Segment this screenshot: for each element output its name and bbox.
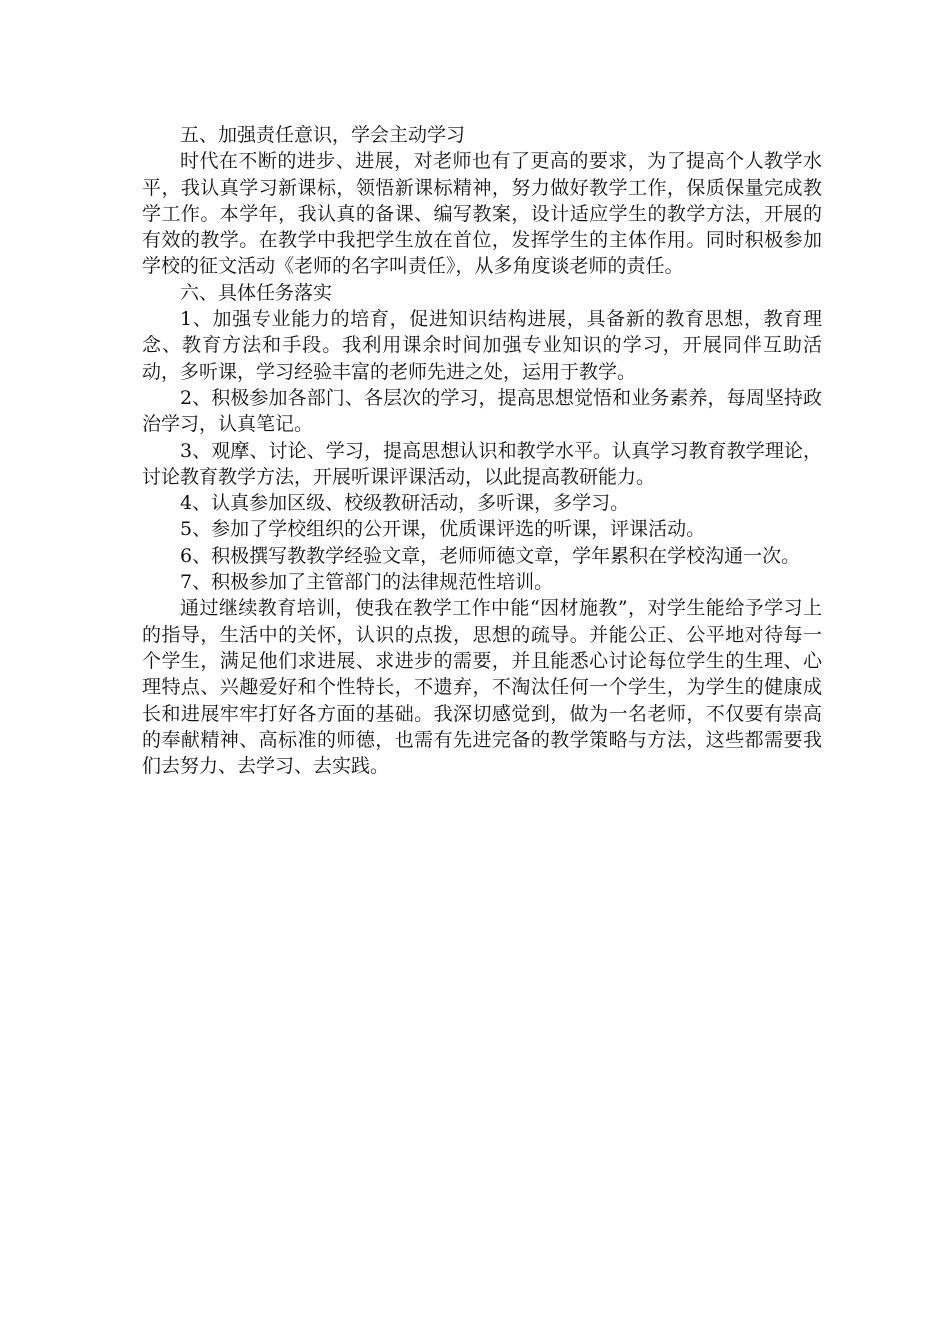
section-heading-5: 五、加强责任意识，学会主动学习: [180, 124, 466, 146]
list-item-3: 3、观摩、讨论、学习，提高思想认识和教学水平。认真学习教育教学理论，讨论教育教学方法，开展听课评课活动，以此提高教研能力。: [142, 439, 822, 488]
paragraph-conclusion: 通过继续教育培训，使我在教学工作中能“因材施教”，对学生能给予学习上的指导，生活中的关怀，认识的点拨，思想的疏导。并能公正、公平地对待每一个学生，满足他们求进展、求进步的需要，并且能悉心讨论每位学生的生理、心理特点、兴趣爱好和个性特长，不遗弃，不淘汰任何一个学生，为学生的健康成长和进展牢牢打好各方面的基础。我深切感觉到，做为一名老师，不仅要有崇高的奉献精神、高标准的师德，也需有先进完备的教学策略与方法，这些都需要我们去努力、去学习、去实践。: [142, 597, 822, 778]
list-item-1: 1、加强专业能力的培育，促进知识结构进展，具备新的教育思想，教育理念、教育方法和手段。我利用课余时间加强专业知识的学习，开展同伴互助活动，多听课，学习经验丰富的老师先进之处，运用于教学。: [142, 308, 822, 383]
list-item-4: 4、认真参加区级、校级教研活动，多听课，多学习。: [180, 492, 630, 515]
section-heading-6: 六、具体任务落实: [180, 281, 333, 304]
document-body: [142, 122, 822, 779]
list-item-7: 7、积极参加了主管部门的法律规范性培训。: [180, 571, 554, 594]
list-item-6: 6、积极撰写教教学经验文章，老师师德文章，学年累积在学校沟通一次。: [180, 544, 801, 567]
paragraph-section-5-body: 时代在不断的进步、进展，对老师也有了更高的要求，为了提高个人教学水平，我认真学习新课标，领悟新课标精神，努力做好教学工作，保质保量完成教学工作。本学年，我认真的备课、编写教案，设计适应学生的教学方法，开展的有效的教学。在教学中我把学生放在首位，发挥学生的主体作用。同时积极参加学校的征文活动《老师的名字叫责任》，从多角度谈老师的责任。: [142, 150, 822, 278]
list-item-5: 5、参加了学校组织的公开课，优质课评选的听课，评课活动。: [180, 518, 706, 541]
list-item-2: 2、积极参加各部门、各层次的学习，提高思想觉悟和业务素养，每周坚持政治学习，认真笔记。: [142, 386, 822, 436]
